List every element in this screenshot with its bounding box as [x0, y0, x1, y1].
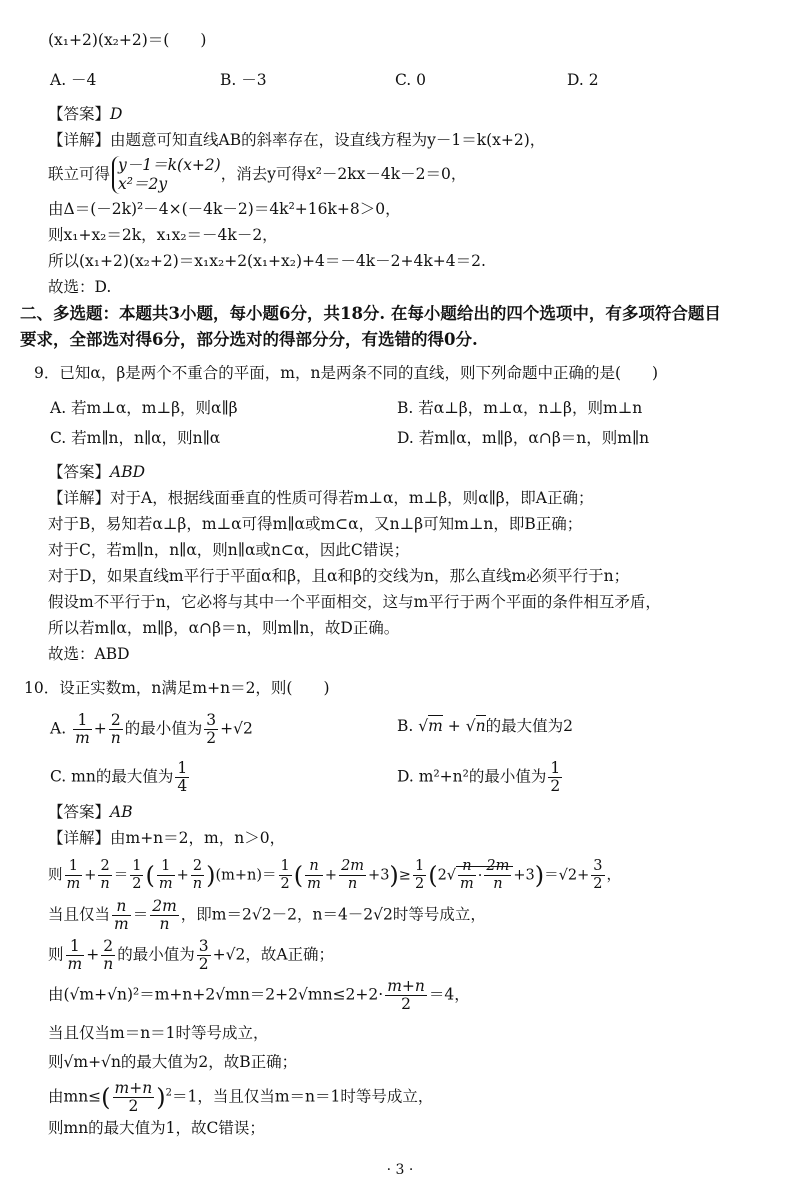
q9-option-a: A. 若m⊥α，m⊥β，则α∥β [50, 399, 238, 417]
q8-answer [48, 104, 122, 124]
q10-detail-9: 则mn的最大值为1，故C错误； [48, 1119, 265, 1137]
q10-detail-4: 则 $\frac{1}{m}$ + $\frac{2}{n}$ 的最小值为 $\frac{3}{2}$ +√2，故A正确； [48, 937, 335, 973]
q8-detail-5: 所以(x₁+2)(x₂+2)＝x₁x₂+2(x₁+x₂)+4＝－4k－2+4k+4＝2. [48, 252, 486, 270]
q10-detail-3: 当且仅当 $\frac{n}{m}$ ＝ $\frac{2m}{n}$ ，即m＝2√2－2，n＝4－2√2时等号成立， [48, 897, 486, 933]
detail-text: 联立可得 [48, 165, 111, 183]
q9-detail-7: 故选：ABD [48, 645, 130, 663]
q9-option-d: D. 若m∥α，m∥β，α∩β＝n，则m∥n [397, 429, 650, 447]
q9-detail-4: 对于D，如果直线m平行于平面α和β，且α和β的交线为n，那么直线m必须平行于n； [48, 567, 630, 585]
q8-option-c: C. 0 [395, 71, 427, 89]
fraction: $\frac{1}{4}$ [177, 759, 188, 795]
q9-option-c: C. 若m∥n，n∥α，则n∥α [50, 429, 221, 447]
q10-option-c: C. mn的最大值为 $\frac{1}{4}$ [50, 759, 188, 795]
q10-detail-5: 由(√m+√n)²＝m+n+2√mn＝2+2√mn≤2+2· $\frac{m+n}{2}$ ＝4， [48, 977, 470, 1013]
q9-detail-3: 对于C，若m∥n，n∥α，则n∥α或n⊂α，因此C错误； [48, 541, 410, 559]
answer-value: ABD [110, 463, 146, 481]
answer-label: 【答案】 [48, 803, 111, 821]
q9-detail-5: 假设m不平行于n，它必将与其中一个平面相交，这与m平行于两个平面的条件相互矛盾， [48, 593, 661, 611]
q9-detail-2: 对于B，易知若α⊥β，m⊥α可得m∥α或m⊂α，又n⊥β可知m⊥n，即B正确； [48, 515, 583, 533]
q10-detail-2: 则 $\frac{1}{m}$ + $\frac{2}{n}$ ＝ $\frac{1}{2}$ ( $\frac{1}{m}$ + $\frac{2}{n}$ )(m+n)＝ $\frac{1}{2}$ ( $\frac{n}{m}$ + $\frac{2m}{n}$ +3)≥ $\frac{1}{2}$ (2√ $\frac{n}{m}$ · $\frac{2m}{n}$ +3)＝√2+ $\frac{3}{2}$ ， [48, 858, 621, 892]
q10-option-a: A. $\frac{1}{m}$ + $\frac{2}{n}$ 的最小值为 $\frac{3}{2}$ +√2 [50, 711, 253, 747]
q10-option-b: B. √m + √n的最大值为2 [397, 717, 573, 735]
q10-detail-6: 当且仅当m＝n＝1时等号成立， [48, 1024, 269, 1042]
q8-detail-1: 【详解】由题意可知直线AB的斜率存在，设直线方程为y－1＝k(x+2)， [48, 131, 546, 149]
q10-answer [48, 802, 133, 822]
fraction: $\frac{2}{n}$ [110, 711, 121, 747]
q10-detail-7: 则√m+√n的最大值为2，故B正确； [48, 1053, 298, 1071]
fraction: $\frac{1}{m}$ [75, 711, 90, 747]
q10-option-d: D. m²+n²的最小值为 $\frac{1}{2}$ [397, 759, 561, 795]
answer-value: D [110, 105, 123, 123]
q10-detail-1: 【详解】由m+n＝2，m，n＞0， [48, 829, 286, 847]
section-heading-line-1: 二、多选题：本题共3小题，每小题6分，共18分. 在每小题给出的四个选项中，有多项符合题目 [20, 304, 721, 323]
q9-detail-1: 【详解】对于A，根据线面垂直的性质可得若m⊥α，m⊥β，则α∥β，即A正确； [48, 489, 594, 507]
q8-option-b: B. －3 [220, 71, 267, 89]
system-eq-1: y－1＝k(x+2) [118, 156, 221, 174]
fraction: $\frac{3}{2}$ [206, 711, 217, 747]
option-label: A. [50, 719, 67, 738]
q8-detail-3: 由Δ＝(－2k)²－4×(－4k－2)＝4k²+16k+8＞0， [48, 200, 401, 218]
q8-detail-4: 则x₁+x₂＝2k，x₁x₂＝－4k－2， [48, 226, 278, 244]
q9-detail-6: 所以若m∥α，m∥β，α∩β＝n，则m∥n，故D正确。 [48, 619, 400, 637]
q10-detail-8: 由mn≤( $\frac{m+n}{2}$ )$^2$＝1，当且仅当m＝n＝1时等号成立， [48, 1079, 434, 1115]
q9-stem: 9．已知α，β是两个不重合的平面，m，n是两条不同的直线，则下列命题中正确的是( ) [34, 364, 659, 382]
q8-stem: (x₁+2)(x₂+2)＝( ) [48, 31, 207, 49]
fraction: $\frac{1}{2}$ [550, 759, 561, 795]
page-number: · 3 · [386, 1162, 414, 1178]
answer-label: 【答案】 [48, 463, 111, 481]
q8-option-a: A. －4 [50, 71, 97, 89]
equation-system [112, 156, 221, 194]
detail-text: ，消去y可得x²－2kx－4k－2＝0， [220, 165, 467, 183]
section-heading-line-2: 要求，全部选对得6分，部分选对的得部分分，有选错的得0分. [20, 330, 478, 349]
q10-stem: 10．设正实数m，n满足m+n＝2，则( ) [24, 679, 330, 697]
q8-detail-6: 故选：D. [48, 278, 112, 296]
q8-detail-2 [48, 156, 466, 194]
q8-option-d: D. 2 [567, 71, 599, 89]
q9-option-b: B. 若α⊥β，m⊥α，n⊥β，则m⊥n [397, 399, 643, 417]
answer-value: AB [110, 803, 133, 821]
system-eq-2: x²＝2y [118, 175, 168, 193]
answer-label: 【答案】 [48, 105, 111, 123]
q9-answer [48, 462, 145, 482]
